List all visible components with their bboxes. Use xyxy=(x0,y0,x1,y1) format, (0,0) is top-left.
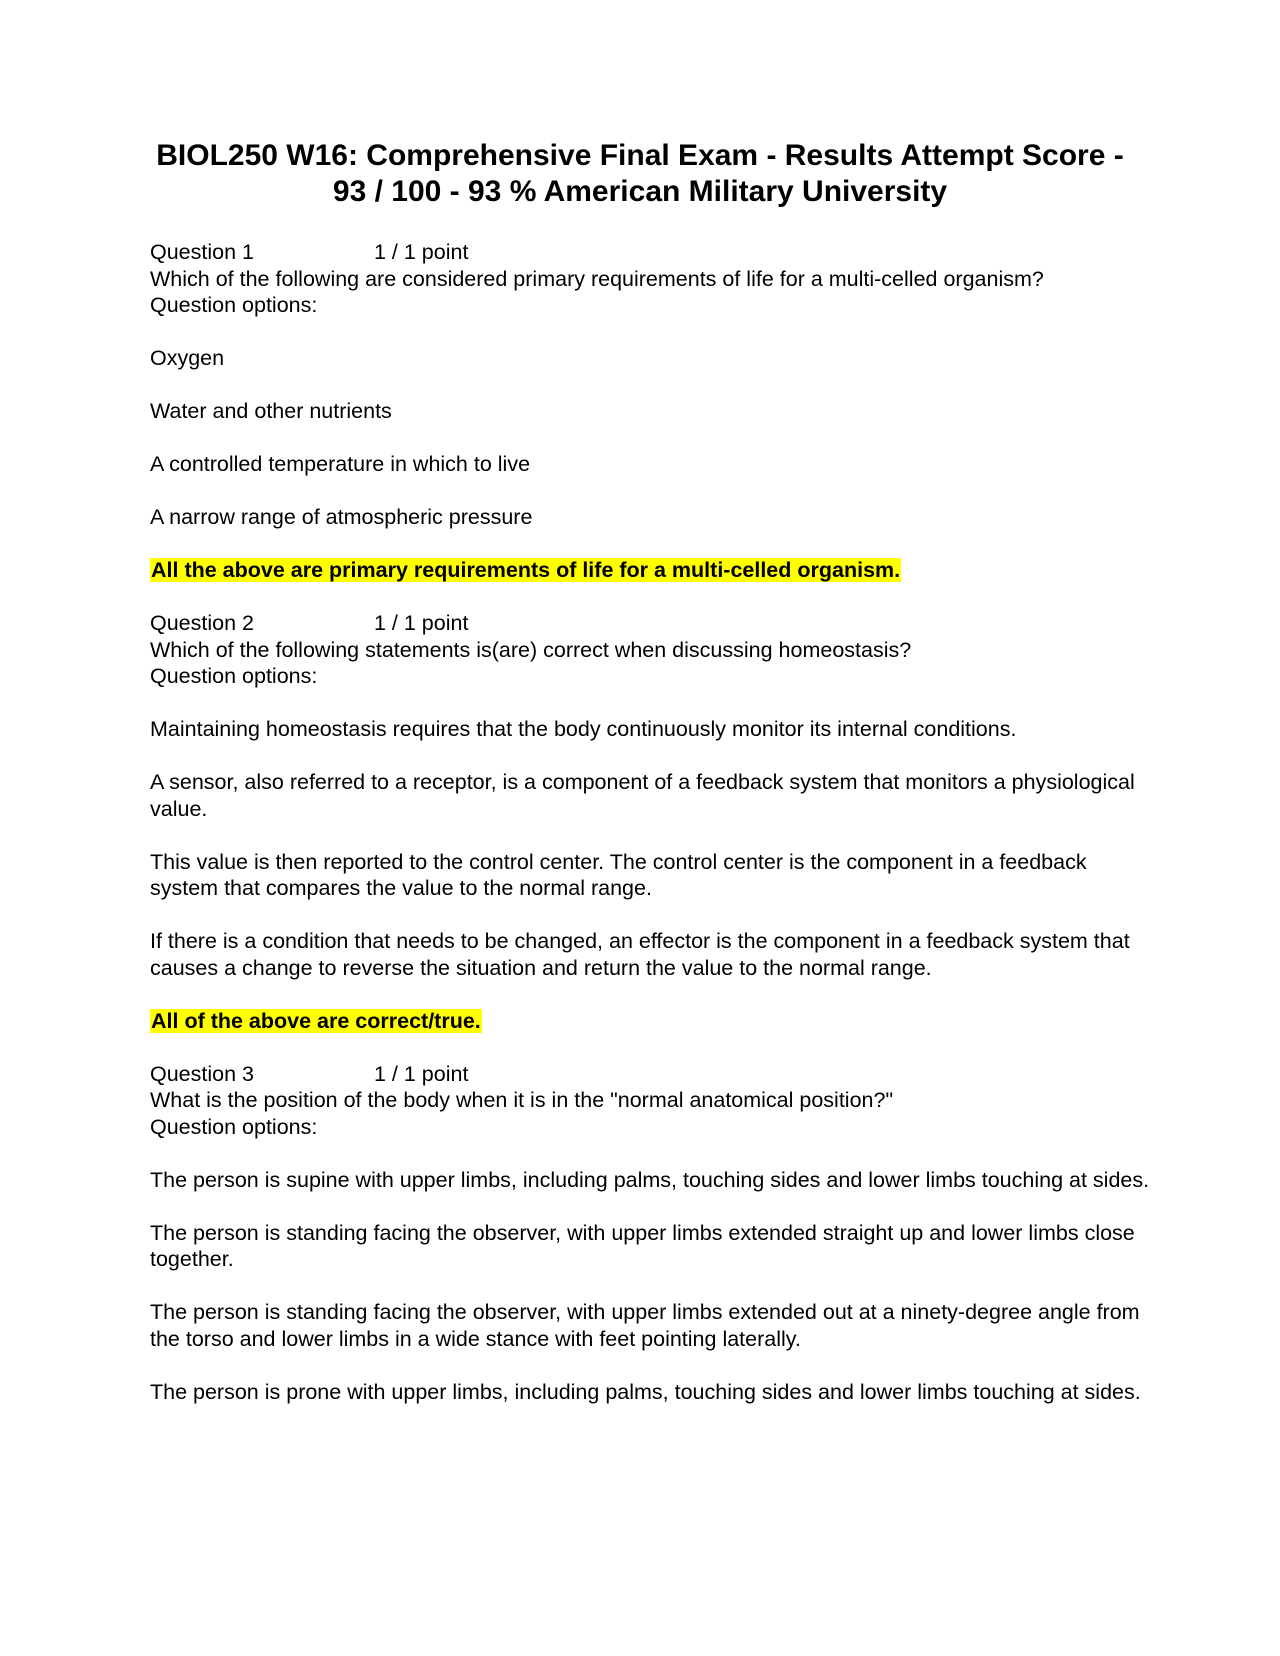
question-options-label: Question options: xyxy=(150,1114,318,1139)
option: Maintaining homeostasis requires that the body continuously monitor its internal conditions. xyxy=(150,717,1017,741)
answer-wrapper xyxy=(150,1008,1150,1035)
question-text: What is the position of the body when it is in the "normal anatomical position?" xyxy=(150,1088,894,1112)
option: The person is prone with upper limbs, including palms, touching sides and lower limbs touching at sides. xyxy=(150,1379,1141,1404)
question-header xyxy=(150,239,1150,266)
page-title: BIOL250 W16: Comprehensive Final Exam - Results Attempt Score - 93 / 100 - 93 % American Military University xyxy=(156,139,1124,208)
option: A narrow range of atmospheric pressure xyxy=(150,505,533,529)
question-points: 1 / 1 point xyxy=(374,611,469,635)
highlighted-answer: All of the above are correct/true. xyxy=(151,1008,481,1033)
exam-content xyxy=(150,239,1150,1405)
question-1 xyxy=(150,239,1150,584)
question-3 xyxy=(150,1061,1150,1406)
question-options-label: Question options: xyxy=(150,293,318,317)
question-text: Which of the following are considered primary requirements of life for a multi-celled organism? xyxy=(150,266,1044,291)
option: A sensor, also referred to a receptor, is a component of a feedback system that monitors a physiological value. xyxy=(150,770,1135,821)
question-text: Which of the following statements is(are) correct when discussing homeostasis? xyxy=(150,637,912,662)
question-2 xyxy=(150,610,1150,1034)
option: The person is standing facing the observer, with upper limbs extended straight up and lower limbs close together. xyxy=(150,1220,1135,1271)
question-number: Question 3 xyxy=(150,1061,254,1086)
option: Oxygen xyxy=(150,346,225,370)
question-header xyxy=(150,610,1150,637)
option: Water and other nutrients xyxy=(150,399,392,423)
option: If there is a condition that needs to be changed, an effector is the component in a feedback system that causes a change to reverse the situation and return the value to the normal range. xyxy=(150,929,1130,980)
option: The person is supine with upper limbs, including palms, touching sides and lower limbs touching at sides. xyxy=(150,1167,1150,1192)
question-points: 1 / 1 point xyxy=(374,1061,469,1086)
highlighted-answer: All the above are primary requirements of life for a multi-celled organism. xyxy=(151,558,901,582)
question-number: Question 2 xyxy=(150,611,254,635)
question-points: 1 / 1 point xyxy=(374,240,469,264)
question-options-label: Question options: xyxy=(150,664,318,688)
option: The person is standing facing the observer, with upper limbs extended out at a ninety-degree angle from the torso and lower limbs in a wide stance with feet pointing laterally. xyxy=(150,1300,1140,1351)
answer-wrapper xyxy=(150,557,1150,584)
question-header xyxy=(150,1061,1150,1088)
option: This value is then reported to the control center. The control center is the component in a feedback system that compares the value to the normal range. xyxy=(150,849,1087,900)
option: A controlled temperature in which to live xyxy=(150,452,531,476)
question-number: Question 1 xyxy=(150,240,254,264)
